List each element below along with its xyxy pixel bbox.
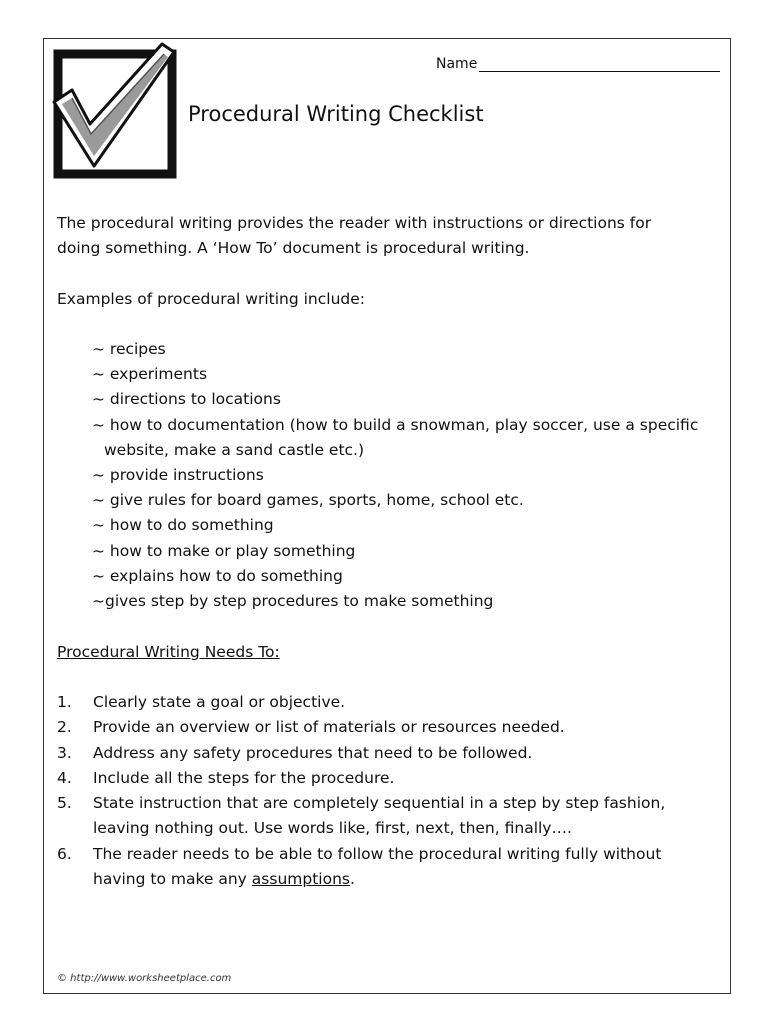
step-line: The reader needs to be able to follow the procedural writing fully without — [93, 844, 662, 863]
intro-line: doing something. A ‘How To’ document is procedural writing. — [57, 239, 530, 257]
step-line: State instruction that are completely sequential in a step by step fashion, — [93, 794, 666, 813]
step-number: 5. — [57, 794, 72, 813]
step-line-text: having to make any — [93, 870, 252, 889]
step-text — [93, 791, 665, 842]
step-text: Provide an overview or list of materials or resources needed. — [93, 718, 565, 737]
needs-heading: Procedural Writing Needs To: — [57, 643, 280, 661]
step-number: 2. — [57, 718, 72, 737]
examples-heading: Examples of procedural writing include: — [57, 290, 366, 308]
step-text: Include all the steps for the procedure. — [93, 768, 395, 787]
list-item: ~ provide instructions — [92, 466, 264, 485]
step-line: leaving nothing out. Use words like, first, next, then, finally…. — [93, 819, 572, 838]
list-item: ~ recipes — [92, 340, 166, 358]
step-line-text: . — [349, 870, 355, 889]
examples-list — [92, 337, 698, 614]
copyright-footer: © http://www.worksheetplace.com — [57, 973, 232, 984]
list-item: website, make a sand castle etc.) — [104, 440, 365, 459]
name-field[interactable] — [436, 56, 720, 72]
step-item — [57, 741, 665, 766]
list-item: ~ how to make or play something — [92, 541, 356, 560]
step-item — [57, 842, 665, 893]
step-number: 6. — [57, 844, 72, 863]
step-item — [57, 690, 665, 715]
assumptions-term: assumptions — [251, 870, 350, 889]
steps-list — [57, 690, 665, 892]
page-title: Procedural Writing Checklist — [188, 102, 484, 126]
step-text — [93, 842, 661, 893]
step-number: 1. — [57, 693, 72, 711]
list-item: ~gives step by step procedures to make something — [92, 592, 494, 611]
name-label: Name — [436, 56, 478, 72]
intro-paragraph — [57, 211, 651, 261]
step-item — [57, 715, 665, 740]
name-underline — [479, 56, 720, 72]
intro-line: The procedural writing provides the reader with instructions or directions for — [57, 214, 652, 232]
list-item: ~ directions to locations — [92, 390, 281, 409]
list-item: ~ experiments — [92, 365, 208, 384]
list-item: ~ how to documentation (how to build a snowman, play soccer, use a specific — [92, 415, 699, 434]
step-number: 4. — [57, 768, 72, 787]
list-item: ~ give rules for board games, sports, home, school etc. — [92, 491, 524, 510]
checkmark-box-icon — [50, 40, 180, 180]
step-line — [93, 867, 661, 892]
list-item: ~ how to do something — [92, 516, 274, 535]
step-item — [57, 766, 665, 791]
list-item: ~ explains how to do something — [92, 566, 343, 585]
step-text: Address any safety procedures that need to be followed. — [93, 743, 533, 762]
step-number: 3. — [57, 743, 72, 762]
step-item — [57, 791, 665, 842]
step-text: Clearly state a goal or objective. — [93, 693, 346, 711]
